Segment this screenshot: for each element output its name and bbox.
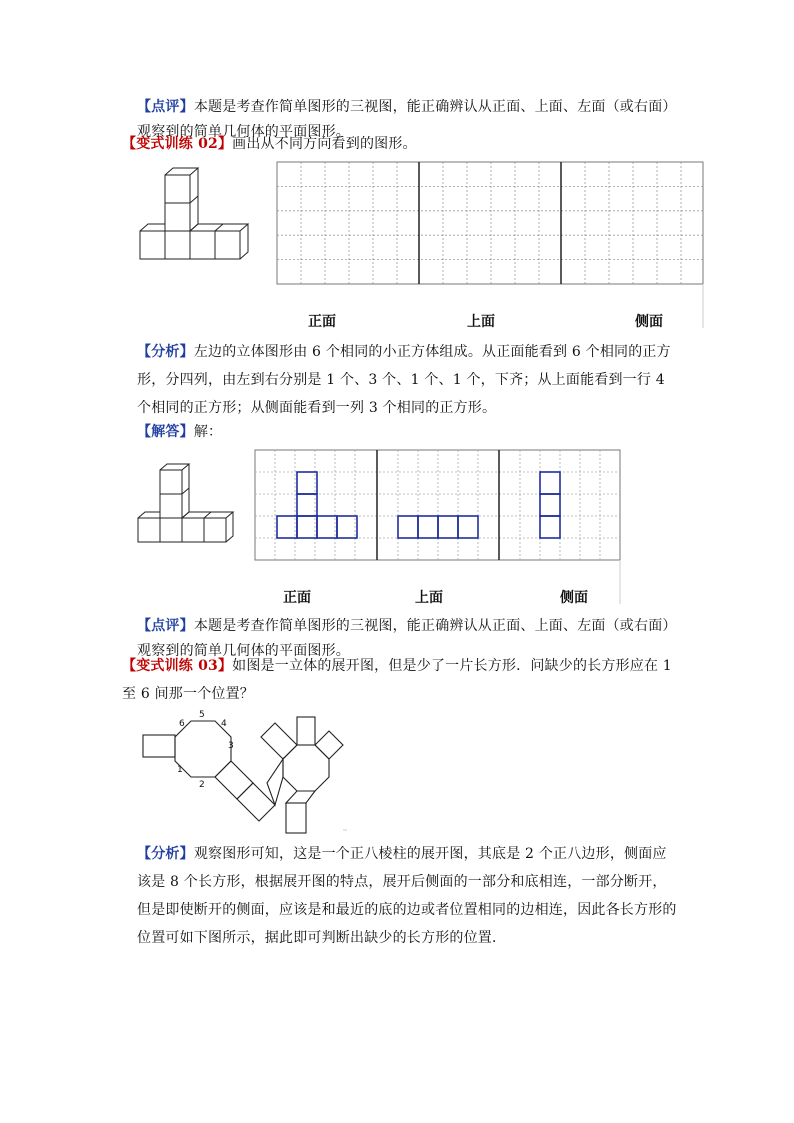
position-label-3: 3 <box>228 741 234 751</box>
answer-text: 解： <box>193 424 223 440</box>
comment-text-2: 本题是考查作简单图形的三视图，能正确辨认从正面、上面、左面（或右面）观察到的简单几何体的平面图形。 <box>137 618 677 659</box>
view-label-front: 正面 <box>308 314 336 330</box>
exercise-03-paragraph <box>122 652 677 708</box>
position-label-2: 2 <box>199 780 205 790</box>
exercise-02-text: 画出从不同方向看到的图形。 <box>232 136 417 152</box>
view-label-side-2: 侧面 <box>560 590 588 606</box>
empty-grid <box>277 162 703 284</box>
figure-1-three-views-blank <box>130 158 710 336</box>
exercise-02-paragraph <box>122 132 662 157</box>
analysis-tag-2: 【分析】 <box>137 846 194 862</box>
analysis-paragraph-2 <box>137 840 677 952</box>
cube-solid-drawing-2 <box>138 464 233 542</box>
figure-3-octagonal-prism-net <box>137 708 352 836</box>
position-label-5: 5 <box>199 710 205 720</box>
exercise-03-tag: 【变式训练 03】 <box>122 658 233 674</box>
analysis-text: 左边的立体图形由 6 个相同的小正方体组成。从正面能看到 6 个相同的正方形，分四列，由左到右分别是 1 个、3 个、1 个、1 个，下齐；从上面能看到一行 4 个相同的正方形；从侧面能看到一列 3 个相同的正方形。 <box>137 344 671 416</box>
view-label-side: 侧面 <box>635 314 663 330</box>
comment-tag-2: 【点评】 <box>137 618 194 634</box>
figure-2-three-views-answer <box>130 446 630 610</box>
comment-text: 本题是考查作简单图形的三视图，能正确辨认从正面、上面、左面（或右面）观察到的简单几何体的平面图形。 <box>137 99 677 140</box>
answer-tag: 【解答】 <box>137 424 194 440</box>
exercise-02-tag: 【变式训练 02】 <box>122 136 233 152</box>
comment-tag: 【点评】 <box>137 99 194 115</box>
position-label-1: 1 <box>177 765 183 775</box>
analysis-text-2: 观察图形可知，这是一个正八棱柱的展开图，其底是 2 个正八边形，侧面应该是 8 个长方形，根据展开图的特点，展开后侧面的一部分和底相连，一部分断开，但是即使断开的侧面，应该是和最近的底的边或者位置相同的边相连，因此各长方形的位置可如下图所示，据此即可判断出缺少的长方形的位置． <box>137 846 677 946</box>
answer-paragraph <box>137 420 677 445</box>
cube-solid-drawing <box>140 168 248 259</box>
view-label-front-2: 正面 <box>283 590 311 606</box>
position-label-6: 6 <box>179 719 185 729</box>
view-label-top: 上面 <box>467 314 495 330</box>
analysis-paragraph-1 <box>137 338 677 422</box>
answer-grid <box>255 450 620 560</box>
exercise-03-text: 如图是一立体的展开图，但是少了一片长方形．问缺少的长方形应在 1 至 6 间那一个位置？ <box>122 658 672 702</box>
view-label-top-2: 上面 <box>415 590 443 606</box>
analysis-tag: 【分析】 <box>137 344 194 360</box>
position-label-4: 4 <box>221 719 227 729</box>
